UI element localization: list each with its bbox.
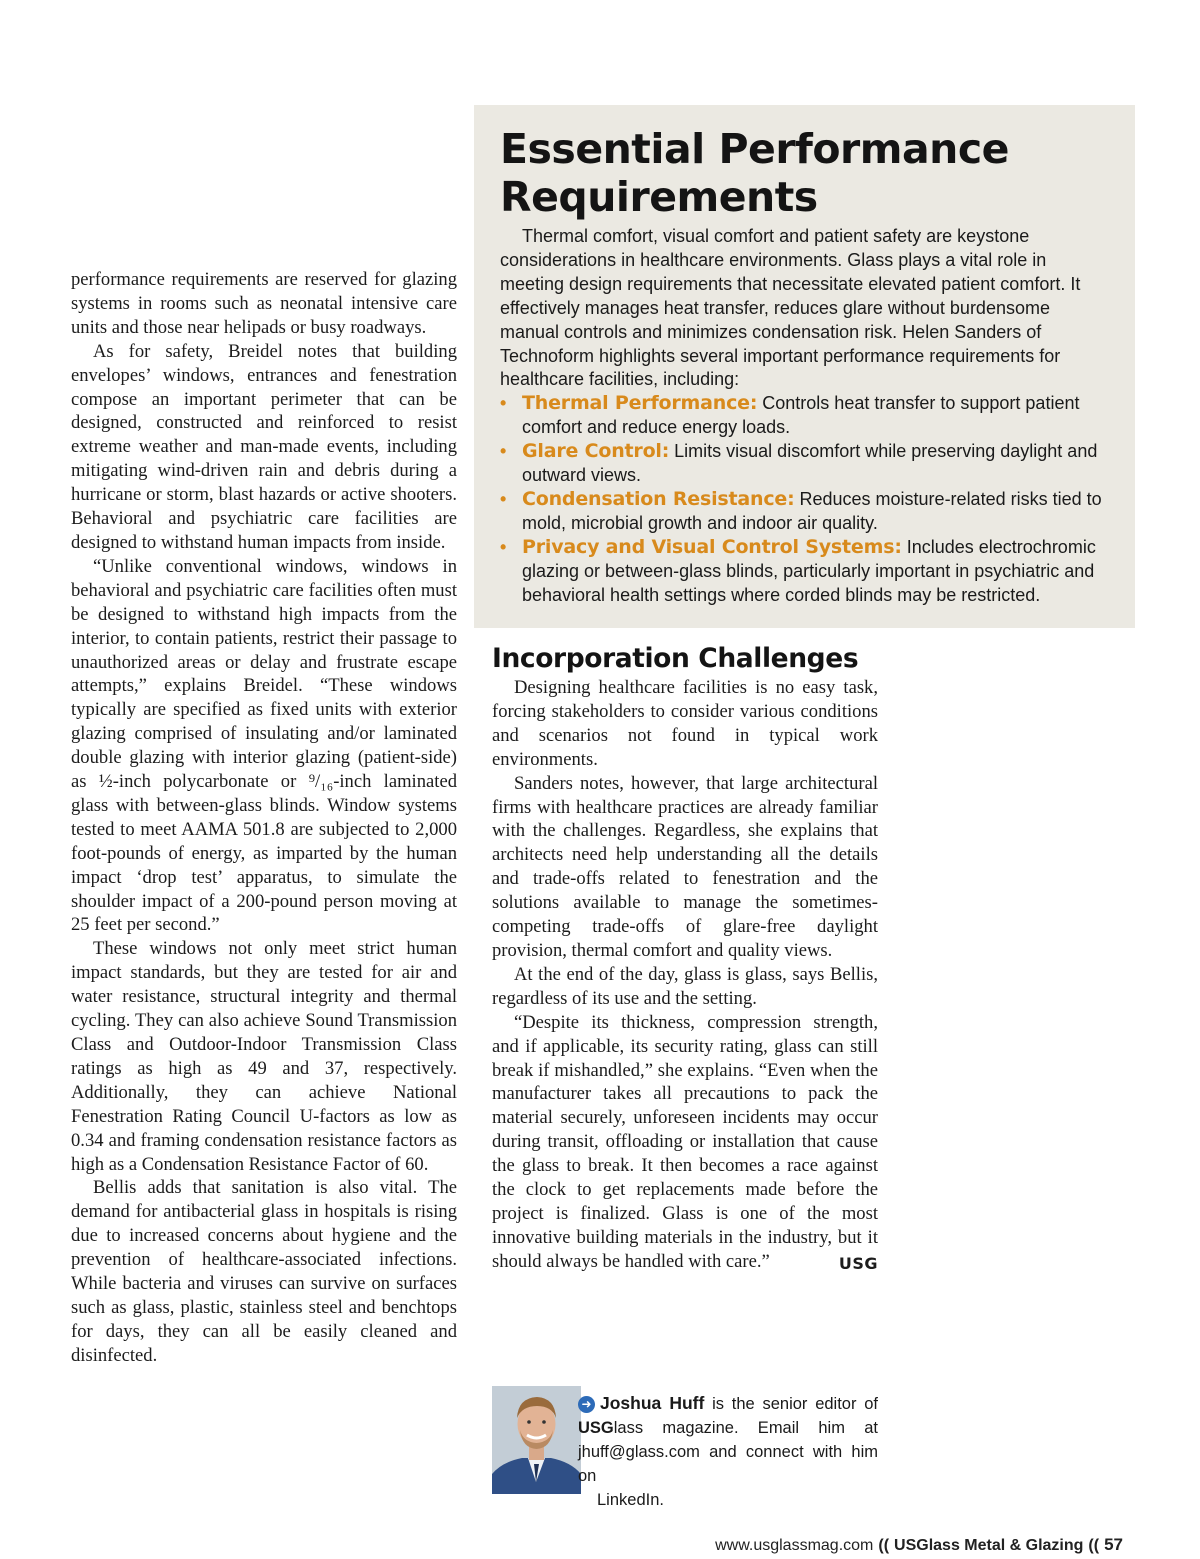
requirement-item <box>500 440 1113 488</box>
body-paragraph: As for safety, Breidel notes that building envelopes’ windows, entrances and fenestration compose an important perimeter that can be designed, constructed and reinforced to resist extreme weather and man-made events, including mitigating wind-driven rain and debris during a hurricane or storm, blast hazards or active shooters. Behavioral and psychiatric care facilities are designed to withstand human impacts from inside. <box>71 340 457 553</box>
bullet-icon: • <box>500 441 507 462</box>
body-paragraph: “Unlike conventional windows, windows in behavioral and psychiatric care facilities often must be designed to withstand high impacts from the interior, to contain patients, restrict their passage to unauthorized areas or delay and frustrate escape attempts,” explains Breidel. “These windows typically are specified as fixed units with exterior glazing comprised of insulating and/or laminated double glazing with interior glazing (patient-side) as ½-inch polycarbonate or ⁹/₁₆-inch laminated glass with between-glass blinds. Window systems tested to meet AAMA 501.8 are subjected to 2,000 foot-pounds of energy, as imparted by the human impact ‘drop test’ apparatus, to simulate the shoulder impact of a 200-pound person moving at 25 feet per second.” <box>71 555 457 936</box>
body-paragraph: Bellis adds that sanitation is also vital. The demand for antibacterial glass in hospitals is rising due to increased concerns about hygiene and the prevention of healthcare-associated infections. While bacteria and viruses can survive on surfaces such as glass, plastic, stainless steel and benchtops for days, they can all be easily cleaned and disinfected. <box>71 1177 457 1366</box>
arrow-right-icon: ➜ <box>578 1396 595 1413</box>
publication-name-bold: USG <box>578 1419 614 1437</box>
requirement-item <box>500 488 1113 536</box>
author-photo <box>492 1386 581 1494</box>
footer-magazine: USGlass Metal & Glazing <box>894 1537 1084 1554</box>
sidebar-title: Essential Performance Requirements <box>500 125 1009 221</box>
page-footer <box>715 1535 1123 1555</box>
requirement-term: Glare Control: <box>522 440 670 463</box>
body-paragraph-text: “Despite its thickness, compression strength, and if applicable, its security rating, glass can still break if mishandled,” she explains. “Even when the manufacturer takes all precautions to pack the material securely, unforeseen incidents may occur during transit, offloading or installation that cause the glass to break. It then becomes a race against the clock to get replacements made before the project is finalized. Glass is one of the most innovative building materials in the industry, but it should always be handled with care.” <box>492 1011 878 1272</box>
requirement-term: Privacy and Visual Control Systems: <box>522 535 902 558</box>
footer-separator: (( <box>878 1537 890 1554</box>
left-column <box>71 268 457 1368</box>
requirement-text: Reduces moisture-related risks tied to mold, microbial growth and indoor air quality. <box>522 488 1102 533</box>
body-paragraph: performance requirements are reserved for glazing systems in rooms such as neonatal intensive care units and those near helipads or busy roadways. <box>71 269 457 338</box>
body-paragraph: These windows not only meet strict human impact standards, but they are tested for air and water resistance, structural integrity and thermal cycling. They can also achieve Sound Transmission Class and Outdoor-Indoor Transmission Class ratings as high as 49 and 37, respectively. Additionally, they can achieve National Fenestration Rating Council U-factors as low as 0.34 and framing condensation resistance factors as high as a Condensation Resistance Factor of 60. <box>71 938 457 1175</box>
author-bio-last-line: LinkedIn. <box>597 1491 664 1509</box>
body-paragraph: At the end of the day, glass is glass, says Bellis, regardless of its use and the setting. <box>492 963 878 1009</box>
requirement-term: Thermal Performance: <box>522 392 758 415</box>
requirement-text: Limits visual discomfort while preserving daylight and outward views. <box>522 441 1098 486</box>
body-paragraph: Sanders notes, however, that large architectural firms with healthcare practices are already familiar with the challenges. Regardless, she explains that architects need help understanding all the details and trade-offs related to fenestration and the solutions available to manage the sometimes-competing trade-offs of glare-free daylight provision, thermal comfort and quality views. <box>492 772 878 961</box>
performance-requirements-sidebar <box>474 105 1135 628</box>
bullet-icon: • <box>500 393 507 414</box>
footer-separator: (( <box>1088 1537 1100 1554</box>
requirement-text: Includes electrochromic glazing or between-glass blinds, particularly important in psychiatric and behavioral health settings where corded blinds may be restricted. <box>522 536 1096 605</box>
requirement-item <box>500 392 1113 440</box>
author-bio-text: is the senior editor of <box>704 1395 878 1413</box>
requirements-list <box>500 392 1113 607</box>
requirement-term: Condensation Resistance: <box>522 487 795 510</box>
bullet-icon: • <box>500 488 507 509</box>
end-mark: USG <box>838 1253 878 1273</box>
footer-url: www.usglassmag.com <box>715 1537 874 1554</box>
author-name: Joshua Huff <box>600 1393 705 1413</box>
author-portrait-icon <box>492 1386 581 1494</box>
section-heading: Incorporation Challenges <box>492 643 859 674</box>
requirement-item <box>500 536 1113 608</box>
body-paragraph: Designing healthcare facilities is no easy task, forcing stakeholders to consider various conditions and scenarios not found in typical work environments. <box>492 677 878 770</box>
sidebar-intro: Thermal comfort, visual comfort and patient safety are keystone considerations in healthcare environments. Glass plays a vital role in meeting design requirements that necessitate elevated patient comfort. It effectively manages heat transfer, reduces glare without burdensome manual controls and minimizes condensation risk. Helen Sanders of Technoform highlights several important performance requirements for healthcare facilities, including: <box>500 226 1081 390</box>
requirement-text: Controls heat transfer to support patient comfort and reduce energy loads. <box>522 393 1080 438</box>
author-bio-text: lass magazine. Email him at jhuff@glass.com and connect with him on <box>578 1419 878 1485</box>
page-number: 57 <box>1104 1535 1123 1554</box>
body-paragraph <box>492 1011 878 1274</box>
right-column <box>492 642 878 1276</box>
bullet-icon: • <box>500 536 507 557</box>
author-bio <box>578 1391 878 1512</box>
